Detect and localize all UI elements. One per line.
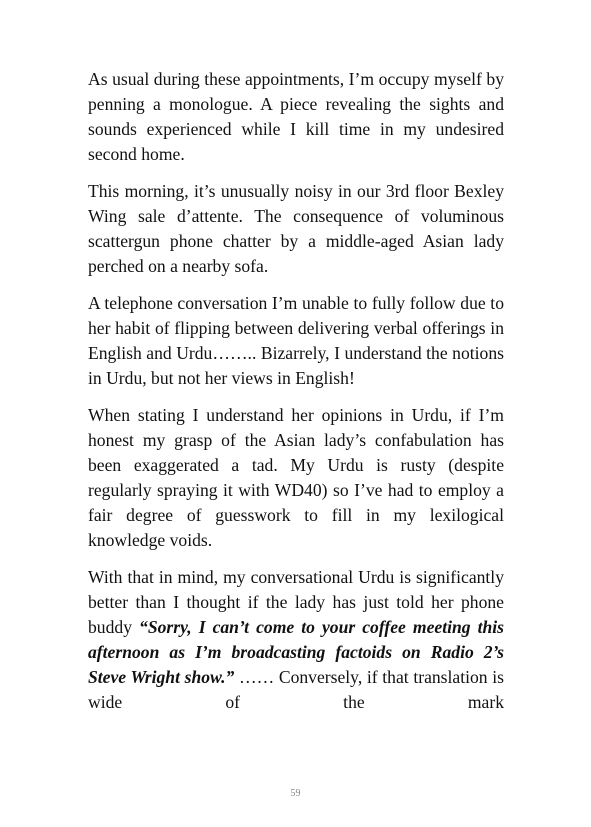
paragraph-3: A telephone conversation I’m unable to fully follow due to her habit of flipping between delivering verbal offerings in English and Urdu…….. Bizarrely, I understand the notions in Urdu, but not her views in English! xyxy=(88,293,504,388)
paragraph-4: When stating I understand her opinions in Urdu, if I’m honest my grasp of the Asian lady’s confabulation has been exaggerated a tad. My Urdu is rusty (despite regularly spraying it with WD40) so I’ve had to employ a fair degree of guesswork to fill in my lexilogical knowledge voids. xyxy=(88,405,504,550)
paragraph-2: This morning, it’s unusually noisy in our 3rd floor Bexley Wing sale d’attente. The consequence of voluminous scattergun phone chatter by a middle-aged Asian lady perched on a nearby sofa. xyxy=(88,181,504,276)
paragraph-5-lead: With that in mind, my conversational Urdu is significantly better than I thought if the lady has just told her phone buddy xyxy=(88,567,504,637)
body-text xyxy=(88,67,504,727)
page-number: 59 xyxy=(290,788,301,799)
quoted-speech: “Sorry, I can’t come to your coffee meeting this afternoon as I’m broadcasting factoids on Radio 2’s Steve Wright show.” xyxy=(88,617,505,687)
paragraph-5-tail: …… Conversely, if that translation is wide of the mark xyxy=(88,667,504,712)
paragraph-1: As usual during these appointments, I’m occupy myself by penning a monologue. A piece revealing the sights and sounds experienced while I kill time in my undesired second home. xyxy=(88,69,504,164)
paragraph-5 xyxy=(88,565,504,715)
